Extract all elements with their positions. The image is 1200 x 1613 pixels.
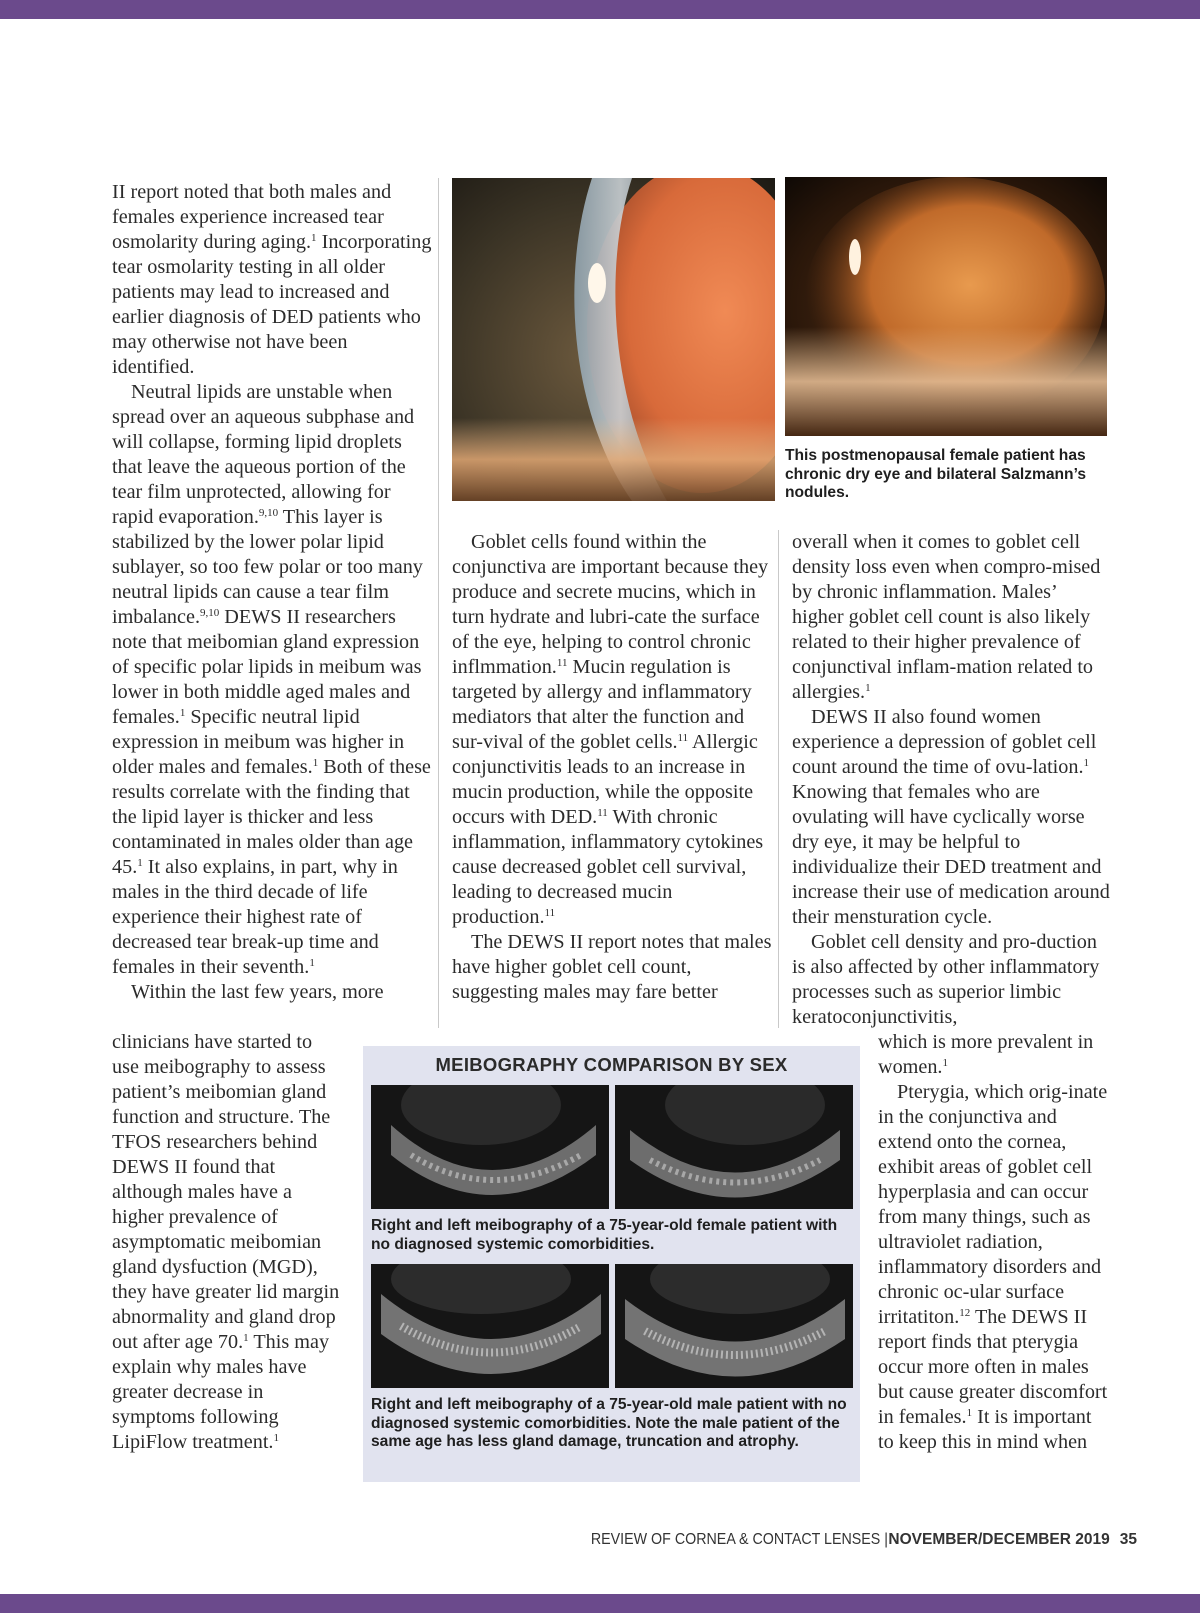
paragraph: The DEWS II report notes that males have higher goblet cell count, suggesting males may fare better xyxy=(452,931,772,1003)
sidebar-title: MEIBOGRAPHY COMPARISON BY SEX xyxy=(435,1054,788,1075)
meibography-sidebar xyxy=(363,1046,860,1482)
paragraph: Goblet cells found within the conjunctiva are important because they produce and secrete mucins, which in turn hydrate and lubri-cate the surface of the eye, helping to control chronic inflmmation.$^{11}$ Mucin regulation is targeted by allergy and inflammatory mediators that alter the function and sur-vival of the goblet cells.$^{11}$ Allergic conjunctivitis leads to an increase in mucin production, while the opposite occurs with DED.$^{11}$ With chronic inflammation, inflammatory cytokines cause decreased goblet cell survival, leading to decreased mucin production.$^{11}$ xyxy=(452,531,769,928)
meibography-female-right xyxy=(371,1085,609,1209)
paragraph: overall when it comes to goblet cell density loss even when compro-mised by chronic inflammation. Males’ higher goblet cell count is also likely related to their higher prevalence of conjunctival inflam-mation related to allergies.$^1$ xyxy=(792,531,1101,703)
meibography-male-right xyxy=(371,1264,609,1388)
text-column-3 xyxy=(792,530,1112,1030)
publication-name: REVIEW OF CORNEA & CONTACT LENSES | xyxy=(591,1531,889,1548)
paragraph: Goblet cell density and pro-duction is also affected by other inflammatory processes such as superior limbic keratoconjunctivitis, xyxy=(792,931,1100,1028)
caption-male-meibography: Right and left meibography of a 75-year-old male patient with no diagnosed systemic comorbidities. Note the male patient of the same age has less gland damage, truncation and atrophy. xyxy=(371,1396,847,1450)
bottom-color-bar xyxy=(0,1594,1200,1613)
column-divider xyxy=(438,178,439,1028)
paragraph: DEWS II also found women experience a depression of goblet cell count around the time of ovu-lation.$^1$ Knowing that females who are ovulating will have cyclically worse dry eye, it may be helpful to individualize their DED treatment and increase their use of medication around their mensturation cycle. xyxy=(792,706,1110,928)
slit-lamp-photo-left-eye xyxy=(785,177,1107,436)
slit-lamp-photo-right-eye xyxy=(452,178,775,501)
paragraph: Pterygia, which orig-inate in the conjunctiva and extend onto the cornea, exhibit areas of goblet cell hyperplasia and can occur from many things, such as ultraviolet radiation, inflammatory disorders and chronic oc-ular surface irritatiton.$^{12}$ The DEWS II report finds that pterygia occur more often in males but cause greater discomfort in females.$^1$ It is important to keep this in mind when xyxy=(878,1081,1108,1453)
paragraph: clinicians have started to use meibography to assess patient’s meibomian gland function and structure. The TFOS researchers behind DEWS II found that although males have a higher prevalence of asymptomatic meibomian gland dysfuction (MGD), they have greater lid margin abnormality and gland drop out after age 70.$^1$ This may explain why males have greater decrease in symptoms following LipiFlow treatment.$^1$ xyxy=(112,1031,340,1453)
text-column-2 xyxy=(452,530,774,1005)
paragraph: Neutral lipids are unstable when spread over an aqueous subphase and will collapse, forming lipid droplets that leave the aqueous portion of the tear film unprotected, allowing for rapid evaporation.$^{9,10}$ This layer is stabilized by the lower polar lipid sublayer, so too few polar or too many neutral lipids can cause a tear film imbalance.$^{9,10}$ DEWS II researchers note that meibomian gland expression of specific polar lipids in meibum was lower in both middle aged males and females.$^1$ Specific neutral lipid expression in meibum was higher in older males and females.$^1$ Both of these results correlate with the finding that the lipid layer is thicker and less contaminated in males older than age 45.$^1$ It also explains, in part, why in males in the third decade of life experience their highest rate of decreased tear break-up time and females in their seventh.$^1$ xyxy=(112,381,431,978)
paragraph: which is more prevalent in women.$^1$ xyxy=(878,1031,1094,1078)
paragraph: II report noted that both males and females experience increased tear osmolarity during aging.$^1$ Incorporating tear osmolarity testing in all older patients may lead to increased and earlier diagnosis of DED patients who may otherwise not have been identified. xyxy=(112,181,432,378)
page-footer xyxy=(565,1531,1137,1549)
page-number: 35 xyxy=(1119,1531,1137,1548)
text-column-1 xyxy=(112,180,432,1005)
text-column-1-continued xyxy=(112,1030,342,1455)
issue-date: NOVEMBER/DECEMBER 2019 xyxy=(888,1531,1110,1548)
text-column-3-continued xyxy=(878,1030,1110,1455)
column-divider xyxy=(778,530,779,1028)
paragraph: Within the last few years, more xyxy=(131,981,384,1003)
caption-female-meibography: Right and left meibography of a 75-year-old female patient with no diagnosed systemic comorbidities. xyxy=(371,1217,838,1253)
top-color-bar xyxy=(0,0,1200,19)
figure-caption: This postmenopausal female patient has chronic dry eye and bilateral Salzmann’s nodules. xyxy=(785,447,1087,501)
meibography-male-left xyxy=(615,1264,853,1388)
meibography-female-left xyxy=(615,1085,853,1209)
